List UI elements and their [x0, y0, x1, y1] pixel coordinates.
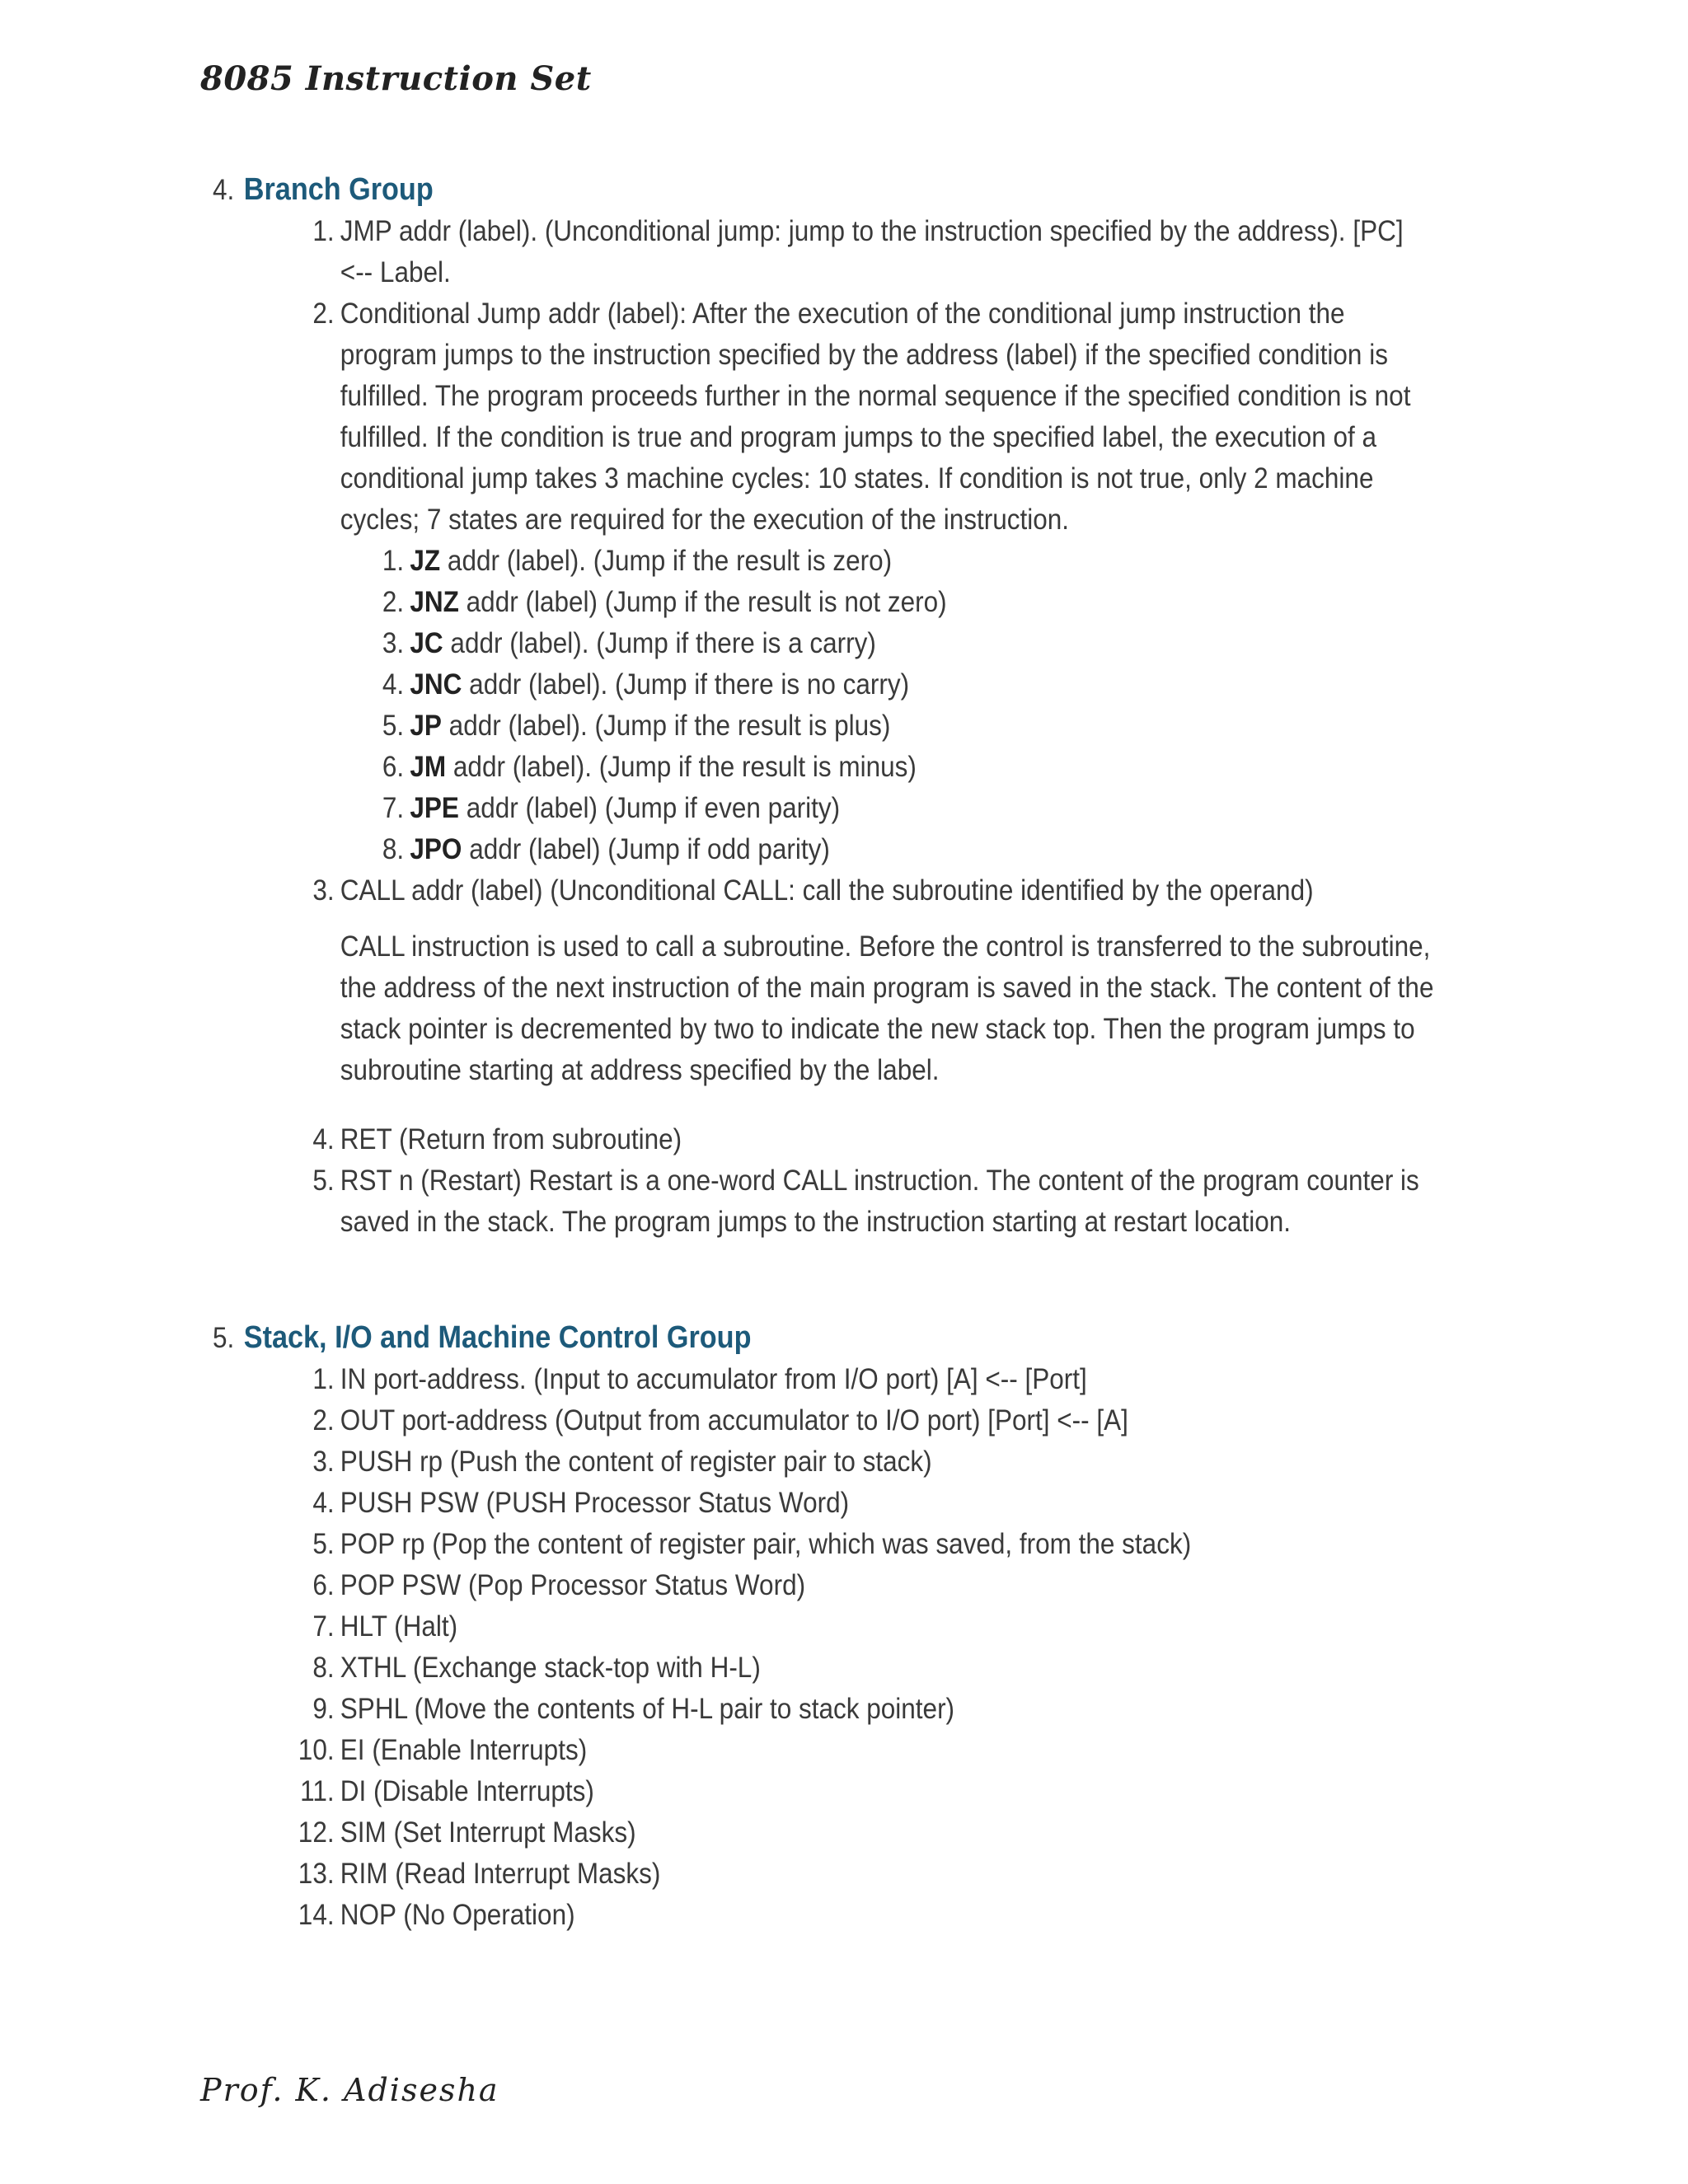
section-title: Stack, I/O and Machine Control Group [243, 1320, 752, 1355]
item-text: EI (Enable Interrupts) [340, 1734, 588, 1766]
list-item [309, 1359, 1429, 1400]
list-item [300, 1771, 1429, 1812]
list-item [309, 1606, 1429, 1647]
mnemonic: JNC [410, 668, 462, 701]
item-description: addr (label). (Jump if the result is zero) [440, 545, 893, 577]
list-item [309, 1119, 1429, 1160]
item-text [410, 829, 1429, 870]
item-number: 5. [312, 1528, 335, 1560]
list-item [298, 1730, 1429, 1771]
section-number: 5. [213, 1322, 235, 1354]
item-text: POP rp (Pop the content of register pair, which was saved, from the stack) [340, 1528, 1192, 1560]
sublist-item [379, 541, 1429, 582]
item-number: 11. [300, 1775, 335, 1807]
item-text [410, 747, 1429, 788]
item-number: 7. [312, 1610, 335, 1643]
item-text: IN port-address. (Input to accumulator from I/O port) [A] <-- [Port] [340, 1363, 1087, 1395]
item-number: 4. [312, 1123, 335, 1155]
call-paragraph-container [309, 926, 1434, 1091]
item-number: 4. [382, 668, 405, 701]
item-text [410, 788, 1429, 829]
sublist-item [379, 623, 1429, 664]
list-item [309, 1483, 1429, 1524]
item-description: addr (label) (Jump if the result is not zero) [458, 586, 947, 618]
item-text: XTHL (Exchange stack-top with H-L) [340, 1652, 761, 1684]
mnemonic: JPE [410, 792, 459, 824]
item-description: addr (label). (Jump if the result is plus) [441, 710, 891, 742]
item-description: addr (label) (Jump if odd parity) [462, 833, 830, 865]
item-number: 8. [382, 833, 405, 865]
document-body [213, 169, 1434, 1936]
list-item [298, 1812, 1429, 1854]
item-description: addr (label) (Jump if even parity) [458, 792, 841, 824]
item-number: 6. [312, 1569, 335, 1601]
list-item [309, 1160, 1429, 1243]
sublist-item [379, 582, 1429, 623]
item-text: HLT (Halt) [340, 1610, 458, 1643]
item-number: 9. [312, 1693, 335, 1725]
item-text [410, 582, 1429, 623]
section-spacer [213, 1243, 1429, 1317]
stack-io-list [298, 1359, 1429, 1936]
item-number: 6. [382, 751, 405, 783]
item-text: SPHL (Move the contents of H-L pair to stack pointer) [340, 1693, 955, 1725]
item-number: 3. [382, 627, 405, 659]
list-item [298, 1854, 1429, 1895]
item-text: OUT port-address (Output from accumulator to I/O port) [Port] <-- [A] [340, 1404, 1128, 1436]
item-number: 14. [298, 1899, 335, 1931]
list-item [309, 1689, 1429, 1730]
item-text [410, 541, 1429, 582]
item-text: SIM (Set Interrupt Masks) [340, 1816, 636, 1849]
section-heading [213, 1317, 1429, 1359]
item-number: 3. [312, 1446, 335, 1478]
sublist-item [379, 788, 1429, 829]
stack-io-section [213, 1317, 1429, 1936]
item-text: RIM (Read Interrupt Masks) [340, 1858, 661, 1890]
list-item [298, 1895, 1429, 1936]
section-title: Branch Group [243, 172, 434, 207]
item-number: 8. [312, 1652, 335, 1684]
list-item [309, 211, 1429, 293]
item-text: PUSH rp (Push the content of register pair to stack) [340, 1446, 932, 1478]
item-number: 4. [312, 1487, 335, 1519]
item-number: 12. [298, 1816, 335, 1849]
item-number: 1. [312, 215, 335, 247]
item-text [410, 705, 1429, 747]
item-text: DI (Disable Interrupts) [340, 1775, 594, 1807]
conditional-jump-list [379, 541, 1429, 870]
item-number: 10. [298, 1734, 335, 1766]
item-number: 5. [312, 1165, 335, 1197]
item-number: 1. [382, 545, 405, 577]
item-number: 1. [312, 1363, 335, 1395]
list-item [309, 870, 1429, 912]
item-number: 3. [312, 874, 335, 907]
section-number: 4. [213, 174, 235, 206]
item-text: RET (Return from subroutine) [340, 1123, 682, 1155]
list-item [309, 1565, 1429, 1606]
spacer [309, 1106, 1429, 1119]
item-text: PUSH PSW (PUSH Processor Status Word) [340, 1487, 850, 1519]
item-number: 2. [382, 586, 405, 618]
mnemonic: JPO [410, 833, 462, 865]
list-item [309, 1647, 1429, 1689]
sublist-item [379, 747, 1429, 788]
item-text: CALL addr (label) (Unconditional CALL: call the subroutine identified by the operand) [340, 874, 1314, 907]
sublist-item [379, 829, 1429, 870]
page-footer: Prof. K. Adisesha [200, 2072, 499, 2108]
page-header: 8085 Instruction Set [200, 59, 592, 98]
item-text: JMP addr (label). (Unconditional jump: jump to the instruction specified by the address). [PC] <-- Label. [340, 215, 1404, 288]
item-description: addr (label). (Jump if there is a carry) [443, 627, 876, 659]
list-item [309, 1524, 1429, 1565]
branch-group-section [213, 169, 1434, 1243]
list-item [309, 293, 1429, 541]
branch-list [309, 211, 1434, 1243]
mnemonic: JC [410, 627, 443, 659]
section-heading [213, 169, 1429, 211]
item-text [410, 623, 1429, 664]
item-number: 5. [382, 710, 405, 742]
item-number: 2. [312, 298, 335, 330]
item-text: Conditional Jump addr (label): After the execution of the conditional jump instruction the program jumps to the instruction specified by the address (label) if the specified condition is fulfilled. The program proceeds further in the normal sequence if the specified condition is not fulfilled. If the condition is true and program jumps to the specified label, the execution of a conditional jump takes 3 machine cycles: 10 states. If condition is not true, only 2 machine cycles; 7 states are required for the execution of the instruction. [340, 298, 1411, 536]
item-number: 13. [298, 1858, 335, 1890]
item-description: addr (label). (Jump if there is no carry) [462, 668, 910, 701]
item-text: POP PSW (Pop Processor Status Word) [340, 1569, 806, 1601]
mnemonic: JM [410, 751, 447, 783]
call-paragraph: CALL instruction is used to call a subroutine. Before the control is transferred to the subroutine, the address of the next instruction of the main program is saved in the stack. The content of the stack pointer is decremented by two to indicate the new stack top. Then the program jumps to subroutine starting at address specified by the label. [340, 930, 1434, 1086]
item-text [410, 664, 1429, 705]
list-item [309, 1441, 1429, 1483]
item-text: NOP (No Operation) [340, 1899, 575, 1931]
conditional-jump-sublist-container [309, 541, 1429, 870]
item-number: 7. [382, 792, 405, 824]
item-description: addr (label). (Jump if the result is minus) [446, 751, 917, 783]
mnemonic: JZ [410, 545, 441, 577]
list-item [309, 1400, 1429, 1441]
sublist-item [379, 705, 1429, 747]
item-text: RST n (Restart) Restart is a one-word CALL instruction. The content of the program counter is saved in the stack. The program jumps to the instruction starting at restart location. [340, 1165, 1419, 1238]
mnemonic: JP [410, 710, 442, 742]
sublist-item [379, 664, 1429, 705]
item-number: 2. [312, 1404, 335, 1436]
mnemonic: JNZ [410, 586, 459, 618]
